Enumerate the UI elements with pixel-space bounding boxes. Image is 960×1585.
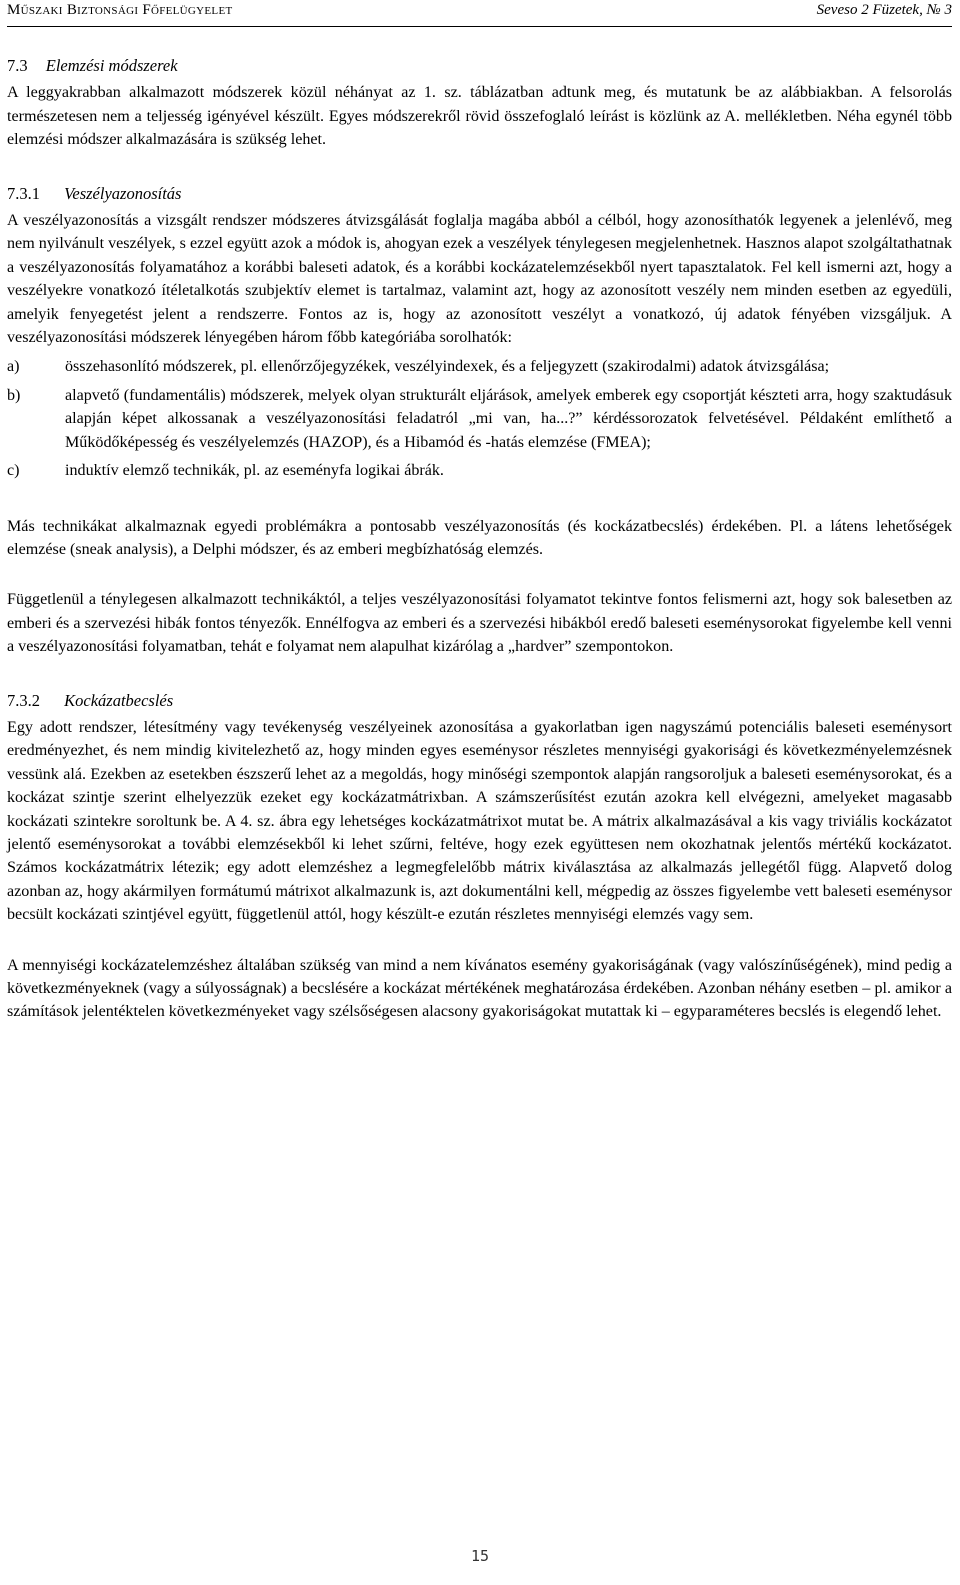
list-item-text: alapvető (fundamentális) módszerek, melyek olyan strukturált eljárások, amelyek emberek egy csoportját készteti arra, hogy szaktudásuk alapján képet alkossanak a veszélyazonosítási feladatról „mi van, ha...?” kérdéssorozatok felvetésével. Példaként említhető a Működőképesség és veszélyelemzés (HAZOP), és a Hibamód és -hatás elemzése (FMEA); — [65, 386, 952, 451]
subsection-number: 7.3.2 — [7, 690, 40, 710]
list-item-text: összehasonlító módszerek, pl. ellenőrzőjegyzékek, veszélyindexek, és a feljegyzett (szakirodalmi) adatok átvizsgálása; — [65, 358, 830, 376]
list-item-text: induktív elemző technikák, pl. az eseményfa logikai ábrák. — [65, 462, 444, 480]
human-factors-paragraph: Függetlenül a ténylegesen alkalmazott technikáktól, a teljes veszélyazonosítási folyamatot tekintve fontos felismerni azt, hogy sok balesetben az emberi és a szervezési hibák fontos tényezők. Ennélfogva az emberi és a szervezési hibákból eredő baleseti eseménysorokat figyelembe kell venni a veszélyazonosítási folyamatban, tehát e folyamat nem alapulhat kizárólag a „hardver” szempontokon. — [7, 591, 952, 656]
section-title: Elemzési módszerek — [45, 56, 178, 75]
method-categories-list — [7, 355, 952, 482]
quantitative-analysis-paragraph: A mennyiségi kockázatelemzéshez általában szükség van mind a nem kívánatos esemény gyakoriságának (vagy valószínűségének), mind pedig a következményeknek (vagy a súlyosságnak) a becslésére a kockázat mértékének meghatározása érdekében. Azonban néhány esetben – pl. amikor a számítások jelentéktelen következményeket vagy szélsőségesen alacsony gyakoriságokat mutattak ki – egyparaméteres becslés is elegendő lehet. — [7, 956, 952, 1021]
list-marker: b) — [7, 386, 21, 404]
header-organization: Műszaki Biztonsági Főfelügyelet — [7, 2, 233, 18]
risk-matrix-paragraph: Egy adott rendszer, létesítmény vagy tevékenység veszélyeinek azonosítása a gyakorlatban igen nagyszámú potenciális baleseti eseménysort eredményezhet, és nem mindig kivitelezhető az, hogy minden egyes eseménysor részletes mennyiségi gyakorisági és következményelemzésnek vessünk alá. Ezekben az esetekben észszerű lehet az a megoldás, hogy minőségi szempontok alapján rangsoroljuk a baleseti eseménysorokat, és a kockázat szintje szerint elhelyezzük ezeket egy kockázatmátrixban. A számszerűsítést ezután azokra kell elvégezni, amelyeket magasabb kockázati szintekre soroltunk be. A 4. sz. ábra egy lehetséges kockázatmátrixot mutat be. A mátrix alkalmazásával a kis vagy triviális kockázatot jelentő eseménysorokat a további elemzésekből ki lehet szűrni, feltéve, hogy ezek együttesen nem okozhatnak jelentős mértékű kockázatot. Számos kockázatmátrix létezik; egy adott elemzéshez a legmegfelelőbb mátrix kiválasztása az alkalmazás jellegétől függ. Alapvető dolog azonban az, hogy akármilyen formátumú mátrixot alkalmazunk is, azt dokumentálni kell, mégpedig az összes figyelembe vett baleseti eseménysor becsült kockázati szintjével együtt, függetlenül attól, hogy készült-e ezután részletes mennyiségi elemzés vagy sem. — [7, 718, 952, 924]
list-item — [7, 355, 952, 378]
section-intro-paragraph: A leggyakrabban alkalmazott módszerek közül néhányat az 1. sz. táblázatban adtunk meg, és mutatunk be az alábbiakban. A felsorolás természetesen nem a teljesség igényével készült. Egyes módszerekről rövid összefoglaló leírást is közlünk az A. mellékletben. Néha egynél több elemzési módszer alkalmazására is szükség lehet. — [7, 84, 952, 149]
subsection-title: Veszélyazonosítás — [64, 183, 182, 203]
list-marker: c) — [7, 462, 20, 480]
subsection-heading-risk-estimation — [7, 689, 952, 712]
document-body — [7, 46, 952, 1024]
subsection-number: 7.3.1 — [7, 183, 40, 203]
header-series-title: Seveso 2 Füzetek, № 3 — [816, 2, 952, 18]
subsection-heading-hazard-identification — [7, 182, 952, 205]
hazard-identification-paragraph: A veszélyazonosítás a vizsgált rendszer módszeres átvizsgálását foglalja magába abból a célból, hogy azonosíthatók legyenek a jelenlévő, meg nem nyilvánult veszélyek, s ezzel együtt azok a módok is, ahogyan ezek a veszélyek ténylegesen megjelenhetnek. Hasznos alapot szolgáltathatnak a veszélyazonosítás folyamatához a korábbi baleseti adatok, és a korábbi kockázatelemzésekből nyert tapasztalatok. Fel kell ismerni azt, hogy a veszélyekre vonatkozó ítéletalkotás szubjektív elemet is tartalmaz, valamint azt, hogy az azonosított veszély nem minden esetben az egyedüli, amelyik fenyegetést jelent a rendszerre. Fontos az is, hogy az azonosított veszélyt a vonatkozó, új adatok fényében vizsgáljuk. A veszélyazonosítási módszerek lényegében három főbb kategóriába sorolhatók: — [7, 212, 952, 347]
list-item — [7, 384, 952, 454]
list-item — [7, 459, 952, 482]
other-techniques-paragraph: Más technikákat alkalmaznak egyedi problémákra a pontosabb veszélyazonosítás (és kockázatbecslés) érdekében. Pl. a látens lehetőségek elemzése (sneak analysis), a Delphi módszer, és az emberi megbízhatóság elemzés. — [7, 517, 952, 558]
section-number: 7.3 — [7, 56, 28, 75]
page-number: 15 — [470, 1547, 490, 1565]
section-heading — [7, 54, 952, 77]
list-marker: a) — [7, 358, 20, 376]
subsection-title: Kockázatbecslés — [64, 690, 174, 710]
page-header — [7, 0, 952, 27]
